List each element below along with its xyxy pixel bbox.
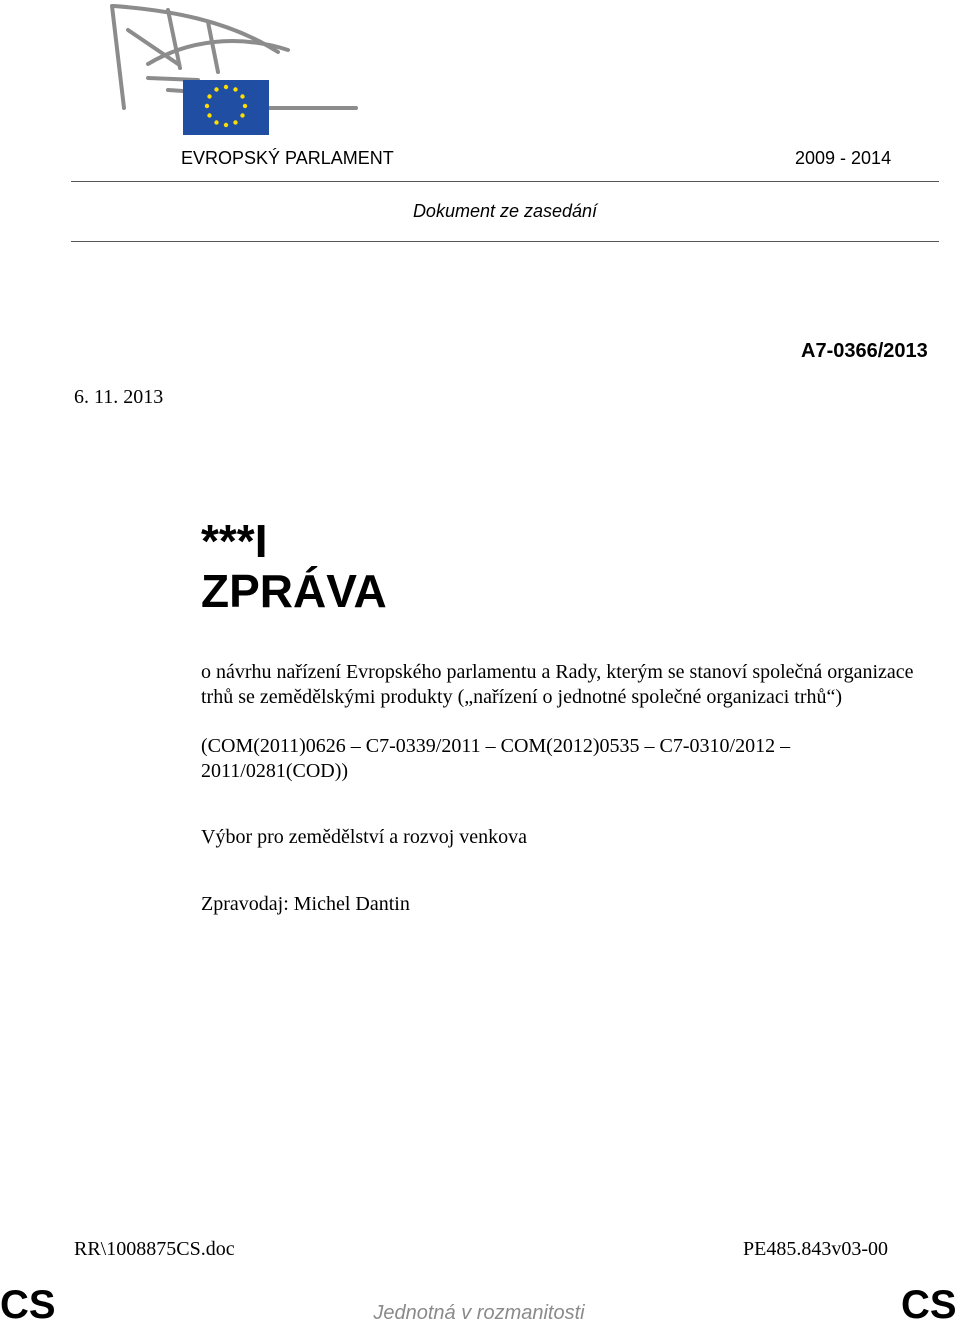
header-divider [71, 181, 939, 182]
procedure-marker: ***I [201, 515, 268, 567]
eu-flag-icon [183, 80, 269, 135]
report-subject: o návrhu nařízení Evropského parlamentu a Rady, kterým se stanoví společná organizace trhů se zemědělskými produkty („nařízení o jednotné společné organizaci trhů“) [201, 661, 914, 708]
document-type: Dokument ze zasedání [412, 201, 598, 221]
report-title: ZPRÁVA [201, 565, 387, 617]
pe-number: PE485.843v03-00 [743, 1238, 888, 1260]
language-code-left: CS [0, 1283, 56, 1327]
eu-motto: Jednotná v rozmanitosti [373, 1302, 585, 1324]
document-reference: A7-0366/2013 [801, 340, 928, 362]
header-divider-bottom [71, 241, 939, 242]
procedure-references: (COM(2011)0626 – C7-0339/2011 – COM(2012)0535 – C7-0310/2012 – 2011/0281(COD)) [201, 735, 791, 782]
parliament-name: EVROPSKÝ PARLAMENT [181, 148, 394, 168]
language-code-right: CS [901, 1283, 957, 1327]
european-parliament-logo [108, 0, 360, 138]
rapporteur: Zpravodaj: Michel Dantin [201, 893, 410, 915]
committee-name: Výbor pro zemědělství a rozvoj venkova [201, 826, 528, 848]
parliamentary-term: 2009 - 2014 [795, 148, 892, 168]
file-name: RR\1008875CS.doc [74, 1238, 235, 1260]
document-date: 6. 11. 2013 [74, 386, 164, 408]
